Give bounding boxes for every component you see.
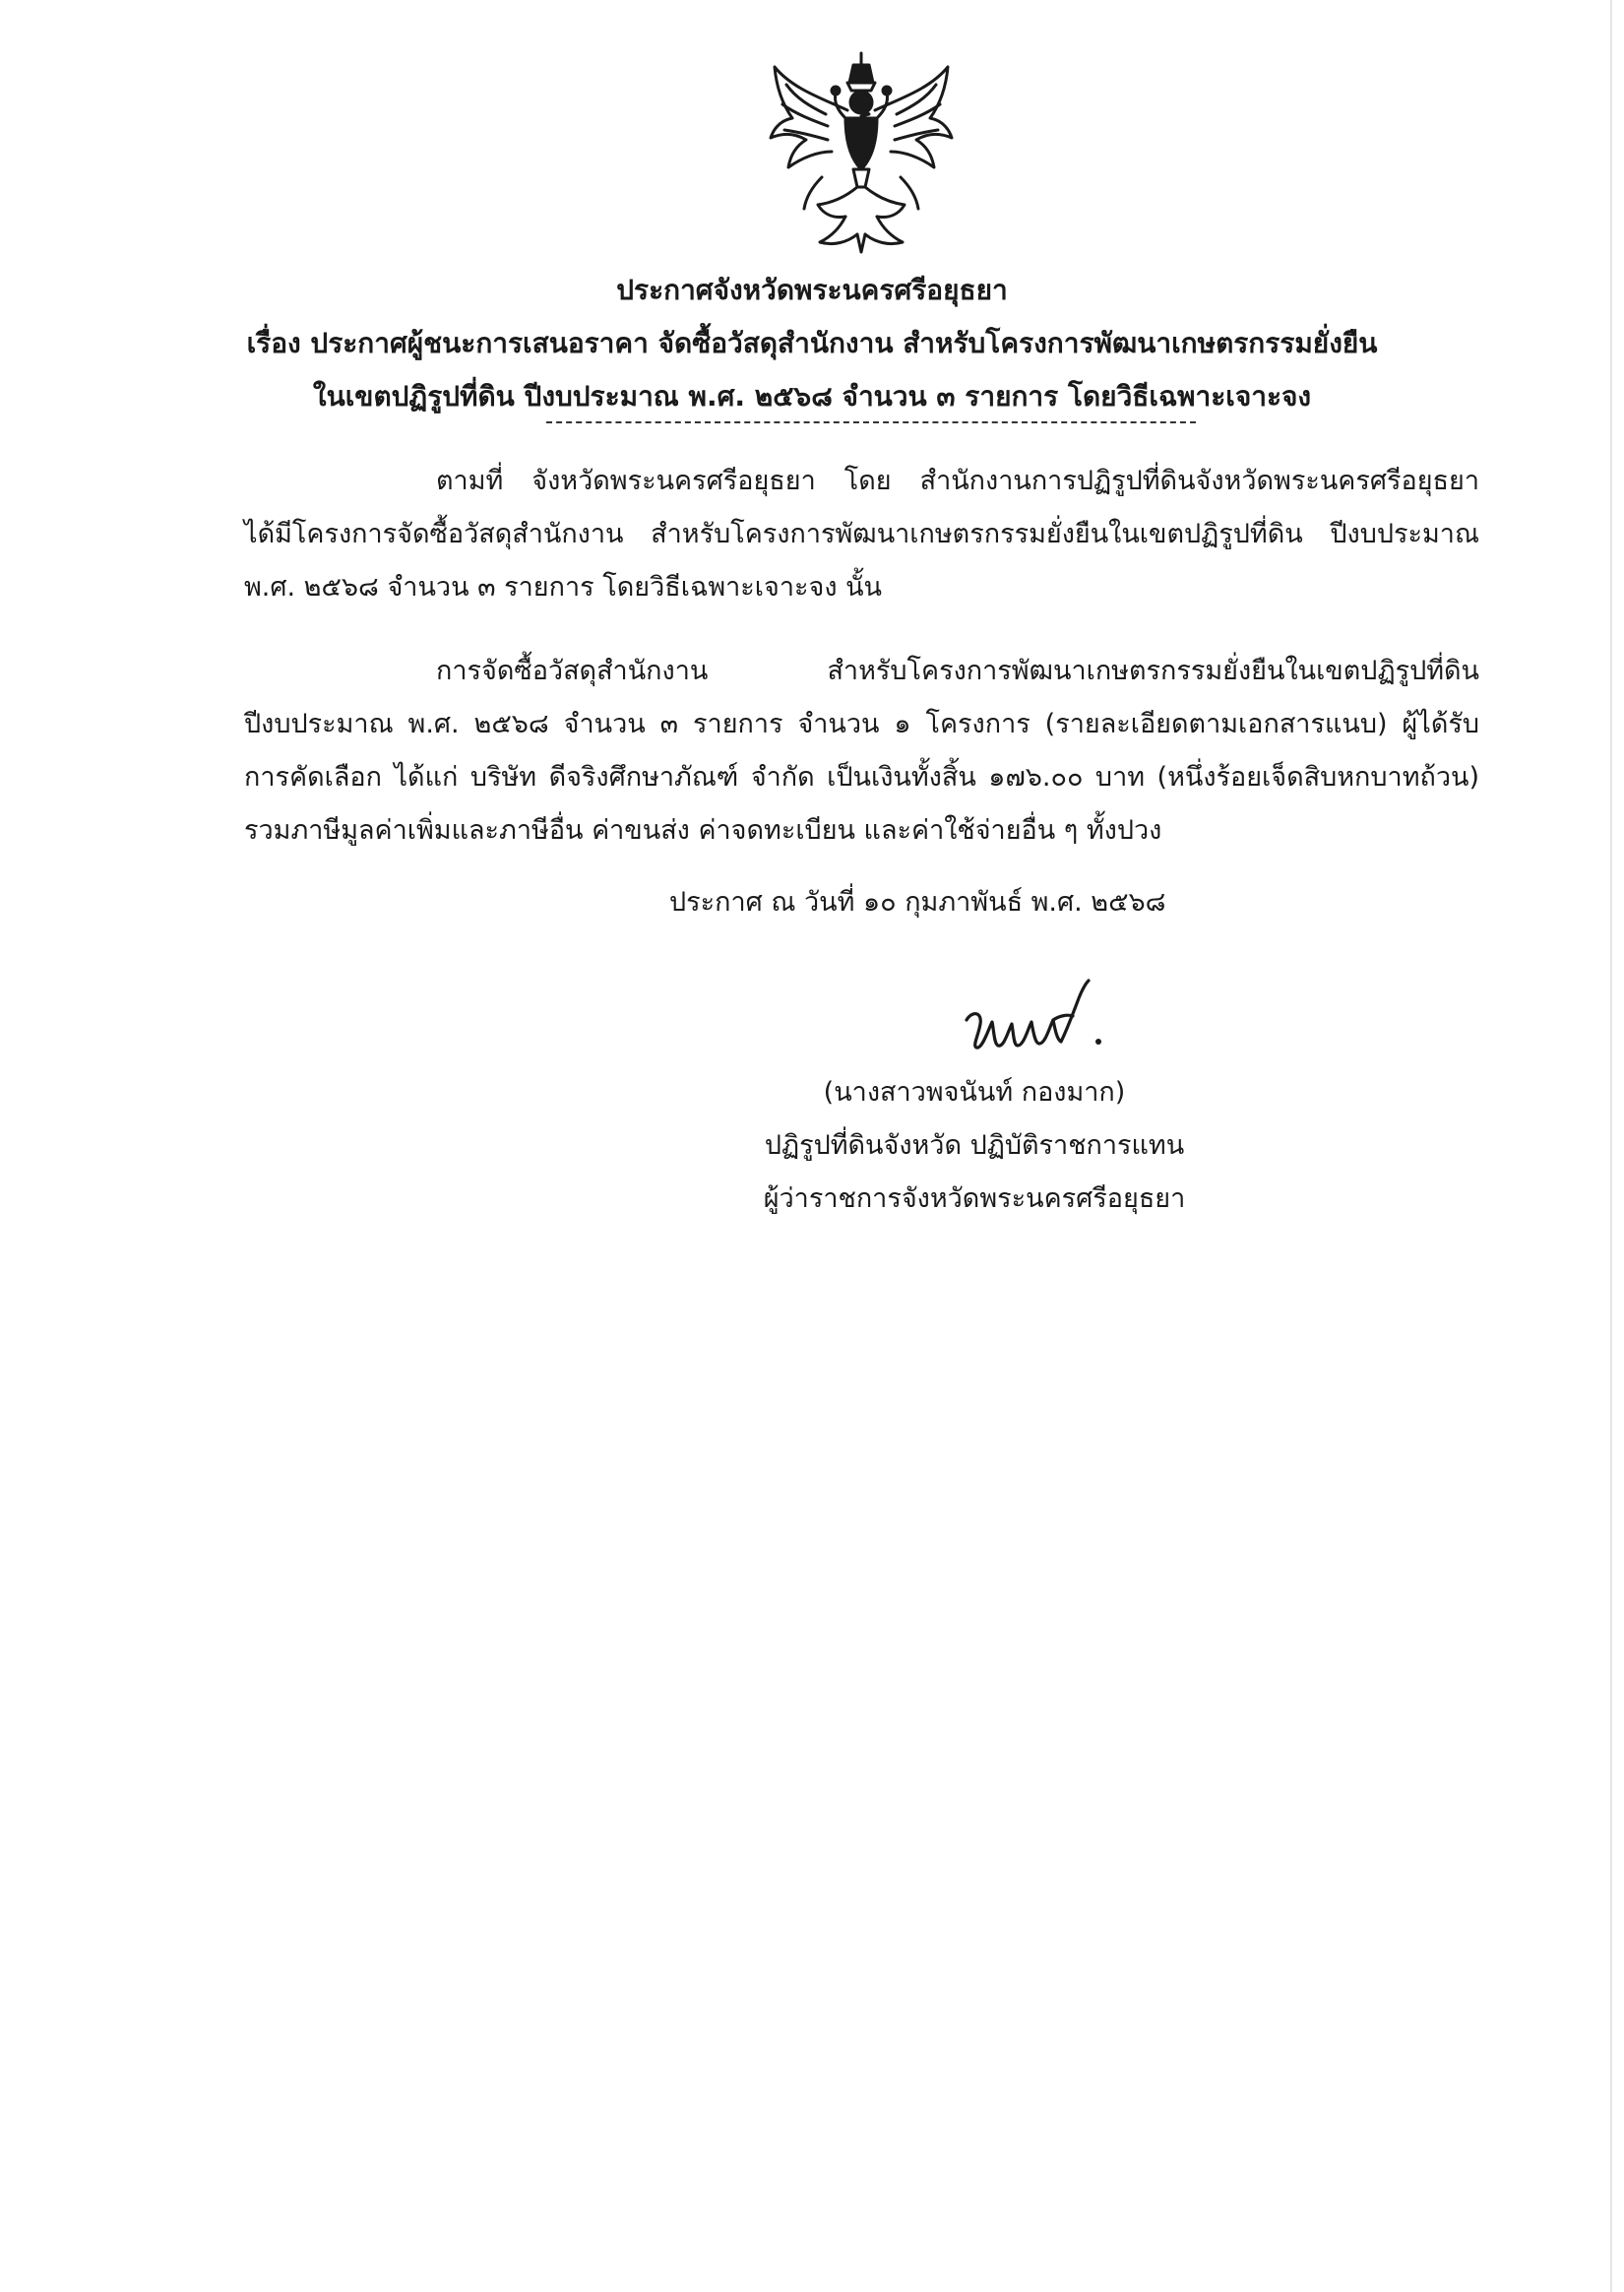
page-edge: [1610, 0, 1612, 2292]
paragraph-2-line-3: การคัดเลือก ได้แก่ บริษัท ดีจริงศึกษาภัณฑ์ จำกัด เป็นเงินทั้งสิ้น ๑๗๖.๐๐ บาท (หนึ่งร้อยเจ็ดสิบหกบาทถ้วน): [244, 762, 1479, 793]
garuda-emblem-icon: [763, 49, 960, 256]
separator-line: [546, 421, 1196, 423]
signer-name: (นางสาวพจนันท์ กองมาก): [823, 1077, 1126, 1108]
announcement-subject: เรื่อง ประกาศผู้ชนะการเสนอราคา จัดซื้อวัสดุสำนักงาน สำหรับโครงการพัฒนาเกษตรกรรมยั่งยืน: [246, 327, 1378, 359]
paragraph-1-line-1: ตามที่ จังหวัดพระนครศรีอยุธยา โดย สำนักงานการปฏิรูปที่ดินจังหวัดพระนครศรีอยุธยา: [436, 466, 1479, 496]
paragraph-1-line-2: ได้มีโครงการจัดซื้อวัสดุสำนักงาน สำหรับโครงการพัฒนาเกษตรกรรมยั่งยืนในเขตปฏิรูปที่ดิน ปีงบประมาณ: [244, 519, 1479, 549]
announcement-subject-cont: ในเขตปฏิรูปที่ดิน ปีงบประมาณ พ.ศ. ๒๕๖๘ จำนวน ๓ รายการ โดยวิธีเฉพาะเจาะจง: [312, 380, 1312, 413]
signer-position: ปฏิรูปที่ดินจังหวัด ปฏิบัติราชการแทน: [764, 1130, 1185, 1161]
announcement-title: ประกาศจังหวัดพระนครศรีอยุธยา: [616, 274, 1008, 306]
paragraph-2-line-1: การจัดซื้อวัสดุสำนักงาน สำหรับโครงการพัฒนาเกษตรกรรมยั่งยืนในเขตปฏิรูปที่ดิน: [436, 656, 1479, 686]
paragraph-1: [244, 455, 1479, 614]
handwritten-signature: [955, 975, 1122, 1073]
paragraph-2-line-2: ปีงบประมาณ พ.ศ. ๒๕๖๘ จำนวน ๓ รายการ จำนวน ๑ โครงการ (รายละเอียดตามเอกสารแนบ) ผู้ได้รับ: [244, 709, 1479, 739]
signer-position-cont: ผู้ว่าราชการจังหวัดพระนครศรีอยุธยา: [763, 1183, 1186, 1214]
announcement-date: ประกาศ ณ วันที่ ๑๐ กุมภาพันธ์ พ.ศ. ๒๕๖๘: [669, 887, 1166, 918]
paragraph-1-line-3: พ.ศ. ๒๕๖๘ จำนวน ๓ รายการ โดยวิธีเฉพาะเจาะจง นั้น: [244, 572, 883, 603]
signature-block: [709, 1066, 1240, 1226]
paragraph-2-line-4: รวมภาษีมูลค่าเพิ่มและภาษีอื่น ค่าขนส่ง ค่าจดทะเบียน และค่าใช้จ่ายอื่น ๆ ทั้งปวง: [244, 815, 1162, 846]
paragraph-2: [244, 645, 1479, 858]
announcement-header: [148, 264, 1476, 423]
